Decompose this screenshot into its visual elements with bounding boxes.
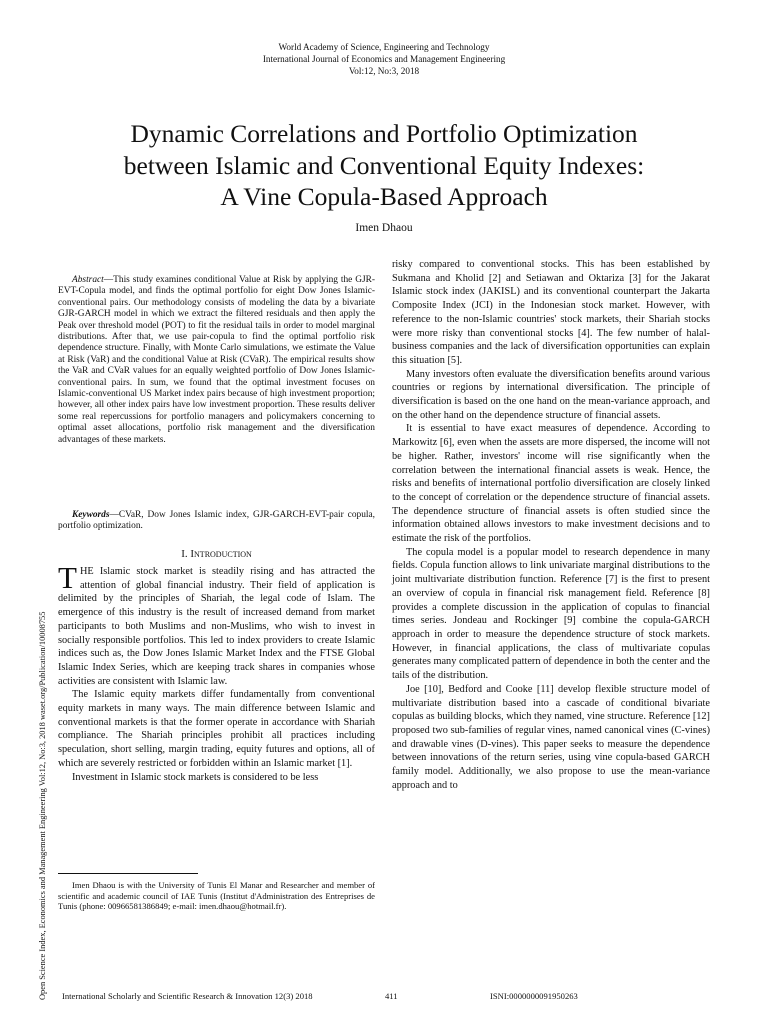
journal-header [0, 41, 768, 77]
footer-page-number: 411 [385, 991, 398, 1001]
title-line-2: between Islamic and Conventional Equity Indexes: [123, 150, 645, 180]
keywords [58, 510, 375, 533]
section-heading-introduction [58, 548, 375, 561]
keywords-paragraph [58, 510, 375, 533]
introduction-text [58, 560, 375, 784]
intro-paragraph-2: The Islamic equity markets differ fundamentally from conventional equity markets in many ways. The main difference between Islamic and conventional markets is that the former operate in accordance with Shariah compliance. The Shariah principles prohibit all practices including speculation, short selling, margin trading, equity futures and options, all of which are severely restricted or forbidden within an Islamic market [1]. [58, 689, 375, 769]
abstract-paragraph [58, 275, 375, 446]
abstract-text: This study examines conditional Value at Risk by applying the GJR-EVT-Copula model, and finds the optimal portfolio for eight Dow Jones Islamic-conventional pairs. Our methodology consists of modeling the data by a bivariate GJR-GARCH model in which we extract the filtered residuals and then apply the Peak over threshold model (POT) to fit the residual tails in order to model marginal distributions. After that, we use pair-copula to find the optimal portfolio risk dependence structure. Finally, with Monte Carlo simulations, we estimate the Value at Risk (VaR) and the conditional Value at Risk (CVaR). The empirical results show the VaR and CVaR values for an equally weighted portfolio of Dow Jones Islamic-conventional pairs. In sum, we found that the optimal investment focuses on Islamic-conventional US Market index pairs because of high investment proportion; however, all other index pairs have low investment proportion. These results deliver some real repercussions for portfolio managers and policymakers concerning to optimal asset allocations, portfolio risk management and the diversification advantages of these markets. [58, 275, 375, 445]
section-first-letter: I [190, 548, 195, 560]
footer-publication: International Scholarly and Scientific Research & Innovation 12(3) 2018 [62, 991, 313, 1001]
header-volume: Vol:12, No:3, 2018 [348, 66, 420, 76]
keywords-label: Keywords [72, 510, 110, 520]
right-paragraph-1: risky compared to conventional stocks. This has been established by Sukmana and Kholid [2] and Setiawan and Oktariza [3] for the Jakarat Islamic stock index (JAKISL) and its conventional counterpart the Jakarta Composite Index (JCI) in the Indonesian stock market. However, with reference to the non-Islamic countries' stock markets, their Shariah stocks were more risky than conventional stocks [4]. The few number of halal-business companies and the lack of diversification opportunities can explain this situation [5]. [392, 259, 710, 366]
right-paragraph-2: Many investors often evaluate the diversification benefits around various countries or regions by international diversification. The principle of diversification is based on the one hand on the mean-variance approach, and on the other hand on the dependence structure of financial assets. [392, 368, 710, 421]
right-paragraph-3: It is essential to have exact measures of dependence. According to Markowitz [6], even when the assets are more dispersed, the income will not be higher. Rather, investors' income will rise significantly when the correlation between the international financial assets is weak. Hence, the risks and benefits of international portfolio diversification are closely linked to the concept of correlation or the dependence structure of financial assets. The dependence structure of financial assets is often studied since the information obtained allows investors to make investment decisions and to estimate the risk of the portfolios. [392, 423, 710, 545]
right-column [392, 258, 710, 792]
section-number: I. [181, 548, 188, 560]
abstract [58, 275, 375, 446]
right-paragraph-4: The copula model is a popular model to research dependence in many fields. Copula function allows to link univariate marginal distributions to the joint multivariate distribution function. Reference [7] is the first to present an overview of copula in financial risk management field. Reference [8] provides a complete discussion in the application of copulas to financial times series. Jondeau and Rockinger [9] combine the copula-GARCH approach in order to measure the dependence structure of stock markets. However, in financial applications, the class of multivariate copulas generates many complicated pattern of dependence in both the center and the tails of the distribution. [392, 546, 710, 682]
keywords-dash: — [109, 510, 119, 520]
footnote-rule [58, 873, 198, 874]
abstract-label: Abstract [72, 275, 104, 285]
abstract-dash: — [103, 275, 114, 285]
author-footnote-text: Imen Dhaou is with the University of Tunis El Manar and Researcher and member of scientific and academic council of IAE Tunis (Institut d'Administration des Entreprises de Tunis (phone: 00966581386849; e-mail: imen.dhaou@hotmail.fr). [58, 880, 375, 912]
author-name: Imen Dhaou [355, 222, 413, 234]
footer-isni: ISNI:0000000091950263 [490, 991, 578, 1001]
intro-paragraph-3: Investment in Islamic stock markets is considered to be less [72, 771, 319, 783]
paper-title [40, 118, 728, 213]
dropcap-letter: T [58, 560, 77, 595]
section-title-rest: ntroduction [194, 548, 252, 560]
title-line-1: Dynamic Correlations and Portfolio Optimization [130, 119, 638, 148]
keywords-text: CVaR, Dow Jones Islamic index, GJR-GARCH-EVT-pair copula, portfolio optimization. [58, 510, 375, 532]
header-publisher: World Academy of Science, Engineering and Technology [278, 42, 490, 52]
sidebar-citation-text: Open Science Index, Economics and Management Engineering Vol:12, No:3, 2018 waset.org/Publication/10008755 [38, 611, 47, 1000]
header-journal: International Journal of Economics and Management Engineering [262, 54, 506, 64]
intro-paragraph-1-text: HE Islamic stock market is steadily rising and has attracted the attention of global financial industry. Their field of application is delimited by the principles of Shariah, the legal code of Islam. The emergence of this industry is the result of increased demand from market participants to both Muslims and non-Muslims, who wish to invest in socially responsible portfolios. This led to index providers to create Islamic indices such as, the Dow Jones Islamic Market Index and the FTSE Global Islamic Index Series, which are keeping track shares in companies whose activities are consistent with Islamic law. [58, 566, 375, 687]
intro-paragraph-1 [58, 560, 375, 688]
right-paragraph-5: Joe [10], Bedford and Cooke [11] develop flexible structure model of multivariate distribution based into a cascade of conditional bivariate copulas as building blocks, which they named, vine structure. Reference [12] proposed two sub-families of regular vines, named canonical vines (C-vines) and drawable vines (D-vines). This paper seeks to measure the dependence between innovations of the return series, using vine copula-based GARCH family model. Additionally, we also propose to use the mean-variance approach and to [392, 683, 710, 791]
title-line-3: A Vine Copula-Based Approach [220, 182, 548, 211]
author-footnote [58, 880, 375, 912]
